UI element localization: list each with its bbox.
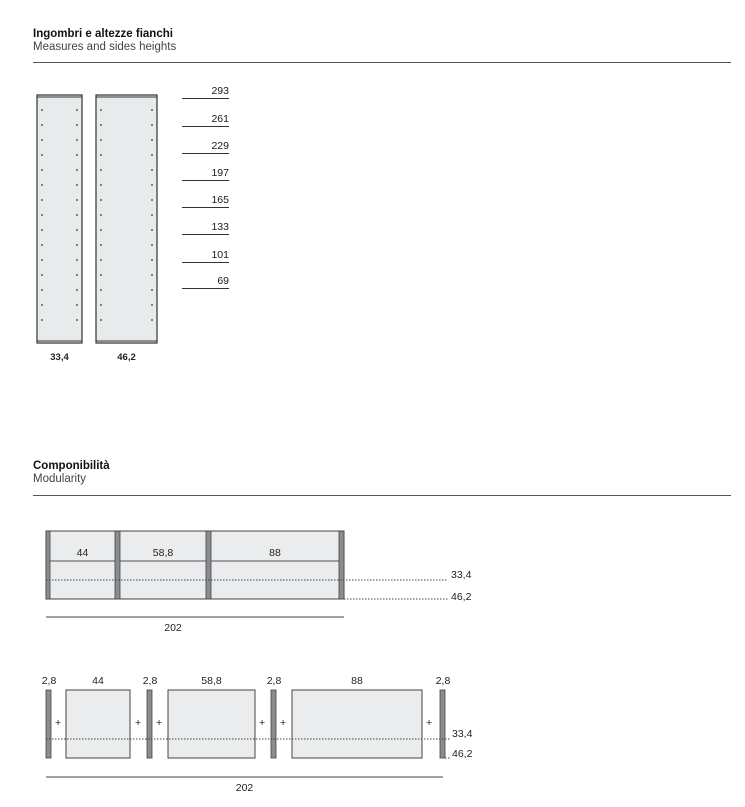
panel-hole bbox=[100, 184, 102, 186]
panel-hole bbox=[100, 229, 102, 231]
panel-hole bbox=[76, 184, 78, 186]
height-label: 165 bbox=[182, 194, 229, 208]
panel-hole bbox=[76, 274, 78, 276]
module-width-label: 44 bbox=[76, 547, 89, 559]
panel-hole bbox=[151, 139, 153, 141]
panel-hole bbox=[76, 304, 78, 306]
total-width-label: 202 bbox=[164, 622, 182, 634]
section1-subtitle: Measures and sides heights bbox=[33, 41, 177, 53]
side-bar bbox=[115, 531, 120, 599]
panel-hole bbox=[41, 259, 43, 261]
height-label: 101 bbox=[182, 249, 229, 263]
panel-hole bbox=[41, 139, 43, 141]
panel-hole bbox=[100, 319, 102, 321]
plus-sign: + bbox=[426, 717, 433, 729]
module-width-label: 58,8 bbox=[201, 675, 222, 687]
panel-hole bbox=[151, 274, 153, 276]
panel-hole bbox=[100, 139, 102, 141]
module-width-label: 58,8 bbox=[152, 547, 174, 559]
height-label: 133 bbox=[182, 221, 229, 235]
panel-hole bbox=[100, 124, 102, 126]
depth-label: 46,2 bbox=[452, 748, 473, 760]
depth-label: 33,4 bbox=[452, 728, 473, 740]
panel-hole bbox=[76, 109, 78, 111]
panel-hole bbox=[41, 154, 43, 156]
side-panel-46-2 bbox=[96, 95, 157, 343]
panel-hole bbox=[100, 169, 102, 171]
plus-sign: + bbox=[259, 717, 266, 729]
panel-hole bbox=[100, 199, 102, 201]
panel-hole bbox=[151, 214, 153, 216]
panel-hole bbox=[41, 319, 43, 321]
panel-hole bbox=[41, 274, 43, 276]
panel-hole bbox=[151, 319, 153, 321]
module-width-label: 88 bbox=[269, 547, 281, 559]
panel-hole bbox=[151, 229, 153, 231]
panel-hole bbox=[100, 154, 102, 156]
side-thickness-label: 2,8 bbox=[266, 675, 282, 687]
panel-hole bbox=[41, 109, 43, 111]
panel-hole bbox=[151, 199, 153, 201]
panel-hole bbox=[100, 304, 102, 306]
panel-hole bbox=[100, 259, 102, 261]
panel-hole bbox=[151, 154, 153, 156]
panel-hole bbox=[41, 229, 43, 231]
side-thickness-label: 2,8 bbox=[435, 675, 451, 687]
side-thickness-label: 2,8 bbox=[41, 675, 57, 687]
panel-hole bbox=[76, 244, 78, 246]
panel-hole bbox=[151, 259, 153, 261]
side-bar bbox=[339, 531, 344, 599]
panel-hole bbox=[76, 139, 78, 141]
depth-label: 33,4 bbox=[451, 569, 472, 581]
height-label: 69 bbox=[182, 275, 229, 289]
panel-hole bbox=[41, 169, 43, 171]
modularity-bottom-drawing bbox=[46, 690, 450, 777]
total-width-label: 202 bbox=[235, 782, 254, 794]
panel-hole bbox=[76, 229, 78, 231]
panel-hole bbox=[100, 274, 102, 276]
panel-hole bbox=[41, 289, 43, 291]
side-panel-33-4 bbox=[37, 95, 82, 343]
panel-hole bbox=[76, 259, 78, 261]
panel-hole bbox=[151, 184, 153, 186]
side-thickness-label: 2,8 bbox=[142, 675, 158, 687]
panel-hole bbox=[76, 169, 78, 171]
module-width-label: 44 bbox=[92, 675, 104, 687]
panel-hole bbox=[151, 289, 153, 291]
panel-hole bbox=[76, 154, 78, 156]
height-label: 293 bbox=[182, 85, 229, 99]
height-label: 197 bbox=[182, 167, 229, 181]
plus-sign: + bbox=[55, 717, 62, 729]
modularity-top-drawing bbox=[46, 531, 448, 617]
plus-sign: + bbox=[135, 717, 142, 729]
panel-hole bbox=[41, 244, 43, 246]
panel-hole bbox=[41, 124, 43, 126]
side-width-label: 33,4 bbox=[50, 352, 69, 363]
plus-sign: + bbox=[280, 717, 287, 729]
panel-hole bbox=[100, 289, 102, 291]
panel-hole bbox=[76, 289, 78, 291]
panel-hole bbox=[151, 304, 153, 306]
panel-hole bbox=[151, 169, 153, 171]
panel-hole bbox=[41, 184, 43, 186]
section2-subtitle: Modularity bbox=[33, 473, 87, 485]
plus-sign: + bbox=[156, 717, 163, 729]
module-width-label: 88 bbox=[351, 675, 363, 687]
height-label: 229 bbox=[182, 140, 229, 154]
section2-title: Componibilità bbox=[33, 460, 110, 472]
panel-hole bbox=[76, 124, 78, 126]
panel-hole bbox=[41, 199, 43, 201]
height-label: 261 bbox=[182, 113, 229, 127]
panel-hole bbox=[100, 244, 102, 246]
panel-hole bbox=[151, 244, 153, 246]
panel-hole bbox=[76, 199, 78, 201]
side-bar bbox=[206, 531, 211, 599]
panel-hole bbox=[41, 304, 43, 306]
depth-label: 46,2 bbox=[451, 591, 472, 603]
section1-title: Ingombri e altezze fianchi bbox=[33, 28, 173, 40]
side-bar bbox=[46, 531, 50, 599]
side-width-label: 46,2 bbox=[117, 352, 136, 363]
panel-hole bbox=[151, 109, 153, 111]
section2-divider bbox=[33, 495, 731, 496]
panel-hole bbox=[76, 319, 78, 321]
panel-hole bbox=[100, 109, 102, 111]
panel-hole bbox=[151, 124, 153, 126]
panel-hole bbox=[100, 214, 102, 216]
panel-hole bbox=[41, 214, 43, 216]
panel-hole bbox=[76, 214, 78, 216]
